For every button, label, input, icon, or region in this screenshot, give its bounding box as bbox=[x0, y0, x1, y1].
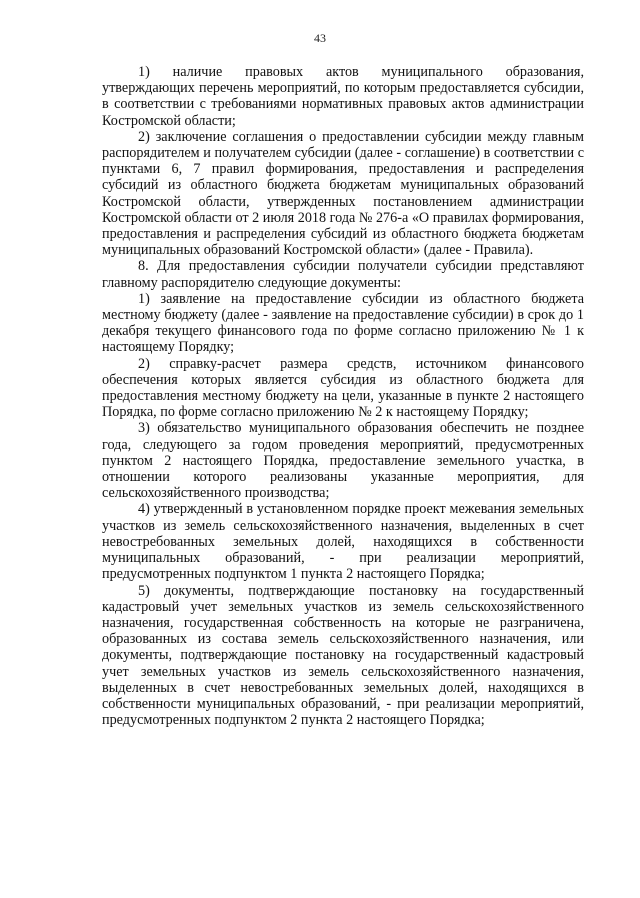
paragraph-doc-4-survey-project: 4) утвержденный в установленном порядке проект межевания земельных участков из земель сельскохозяйственного назначения, выделенных в счет невостребованных земельных долей, находящихся в собственности муниципальных образований, - при реализации мероприятий, предусмотренных подпунктом 1 пункта 2 настоящего Порядка; bbox=[102, 501, 584, 583]
document-body bbox=[102, 64, 584, 728]
paragraph-doc-1-application: 1) заявление на предоставление субсидии из областного бюджета местному бюджету (далее - заявление на предоставление субсидии) в срок до 1 декабря текущего финансового года по форме согласно приложению № 1 к настоящему Порядку; bbox=[102, 290, 584, 356]
paragraph-section-8-intro: 8. Для предоставления субсидии получатели субсидии представляют главному распорядителю следующие документы: bbox=[102, 258, 584, 291]
page-number: 43 bbox=[314, 31, 326, 45]
paragraph-doc-3-obligation: 3) обязательство муниципального образования обеспечить не позднее года, следующего за годом проведения мероприятий, предусмотренных пунктом 2 настоящего Порядка, предоставление земельного участка, в отношении которого реализованы указанные мероприятия, для сельскохозяйственного производства; bbox=[102, 420, 584, 502]
paragraph-item-2-agreement: 2) заключение соглашения о предоставлении субсидии между главным распорядителем и получателем субсидии (далее - соглашение) в соответствии с пунктами 6, 7 правил формирования, предоставления и распределения субсидий из областного бюджета бюджетам муниципальных образований Костромской области, утвержденных постановлением администрации Костромской области от 2 июля 2018 года № 276-а «О правилах формирования, предоставления и распределения субсидий из областного бюджета бюджетам муниципальных образований Костромской области» (далее - Правила). bbox=[102, 128, 584, 259]
paragraph-item-1-legal-acts: 1) наличие правовых актов муниципального образования, утверждающих перечень мероприятий, по которым предоставляется субсидии, в соответствии с требованиями нормативных правовых актов администрации Костромской области; bbox=[102, 64, 584, 129]
paragraph-doc-5-cadastral-documents: 5) документы, подтверждающие постановку на государственный кадастровый учет земельных участков из земель сельскохозяйственного назначения, государственная собственность на которые не разграничена, образованных из состава земель сельскохозяйственного назначения, или документы, подтверждающие постановку на государственный кадастровый учет земельных участков из земель сельскохозяйственного назначения, выделенных в счет невостребованных земельных долей, находящихся в собственности муниципальных образований, - при реализации мероприятий, предусмотренных подпунктом 2 пункта 2 настоящего Порядка; bbox=[102, 582, 584, 729]
paragraph-doc-2-calculation: 2) справку-расчет размера средств, источником финансового обеспечения которых является субсидия из областного бюджета для предоставления местному бюджету на цели, указанные в пункте 2 настоящего Порядка, по форме согласно приложению № 2 к настоящему Порядку; bbox=[102, 355, 584, 421]
